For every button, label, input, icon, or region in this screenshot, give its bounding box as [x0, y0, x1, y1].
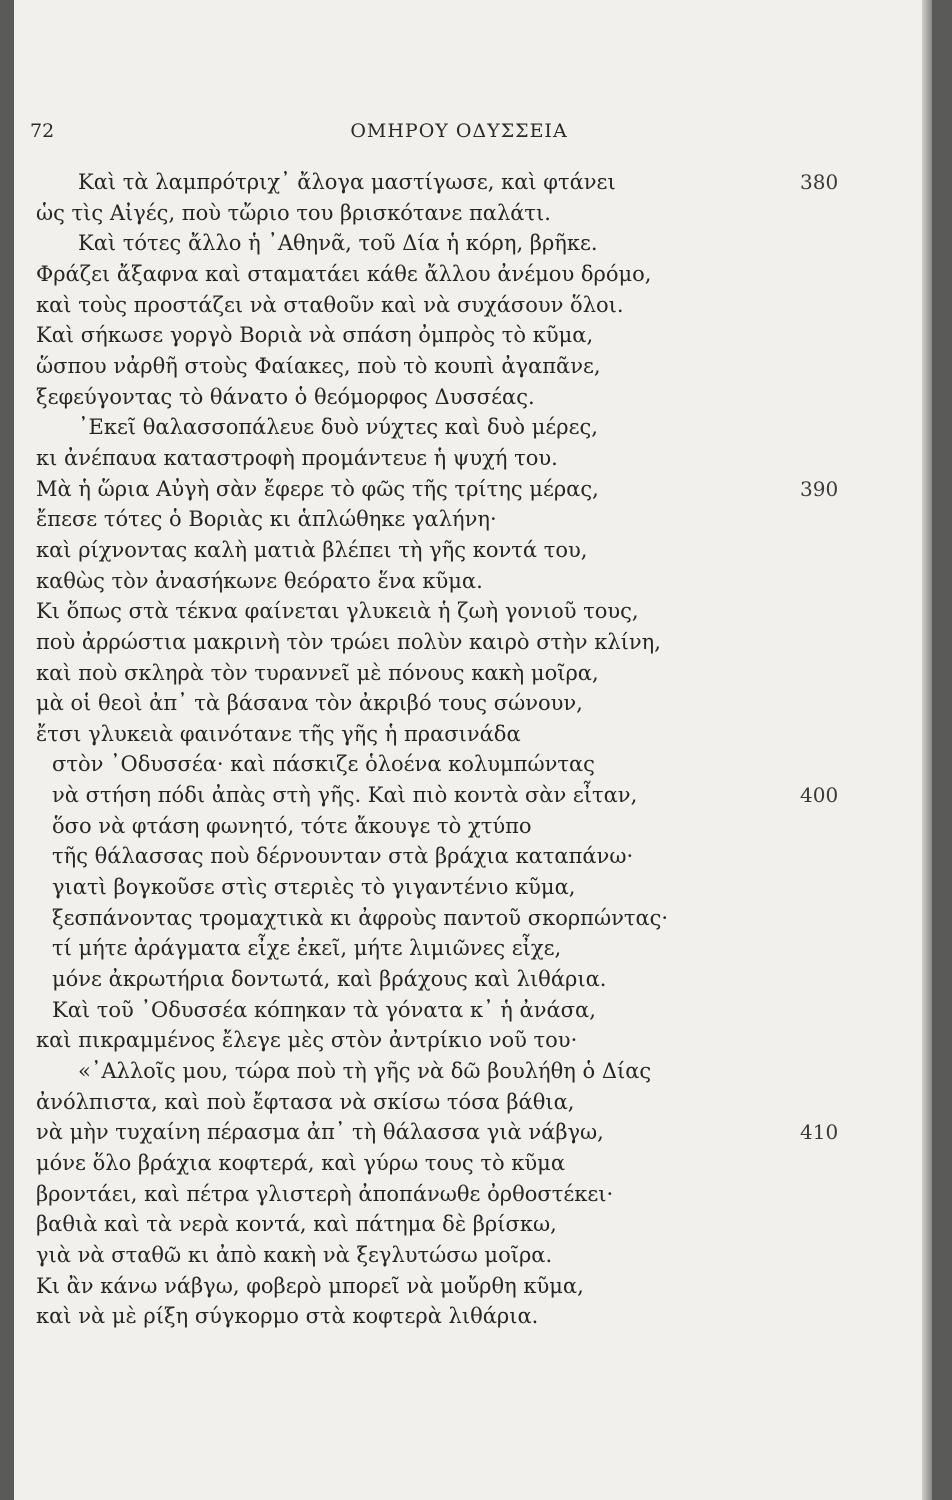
- verse-text: ποὺ ἀρρώστια μακρινὴ τὸν τρώει πολὺν καιρὸ στὴν κλίνη,: [36, 629, 661, 654]
- verse-line: [14, 290, 914, 321]
- line-number: 400: [800, 783, 839, 808]
- verse-text: κι ἀνέπαυα καταστροφὴ προμάντευε ἡ ψυχή του.: [36, 445, 558, 470]
- verse-text: Φράζει ἄξαφνα καὶ σταματάει κάθε ἄλλου ἀνέμου δρόμο,: [36, 261, 652, 286]
- running-header: ΟΜΗΡΟΥ ΟΔΥΣΣΕΙΑ: [350, 120, 568, 142]
- verse-line: [14, 1209, 914, 1240]
- verse-line: [14, 964, 914, 995]
- verse-text: Κι ἂν κάνω νάβγω, φοβερὸ μπορεῖ νὰ μοὔρθη κῦμα,: [36, 1273, 584, 1298]
- verse-line: [14, 1240, 914, 1271]
- verse-text: γιὰ νὰ σταθῶ κι ἀπὸ κακὴ νὰ ξεγλυτώσω μοῖρα.: [36, 1242, 553, 1267]
- verse-line: [14, 382, 914, 413]
- verse-line: [14, 903, 914, 934]
- verse-line: [14, 320, 914, 351]
- verse-text: ξεφεύγοντας τὸ θάνατο ὁ θεόμορφος Δυσσέας.: [36, 384, 535, 409]
- verse-line: [14, 933, 914, 964]
- verse-line: [14, 749, 914, 780]
- verse-text: Καὶ σήκωσε γοργὸ Βοριὰ νὰ σπάση ὀμπρὸς τὸ κῦμα,: [36, 323, 594, 348]
- verse-text: βαθιὰ καὶ τὰ νερὰ κοντά, καὶ πάτημα δὲ βρίσκω,: [36, 1212, 557, 1237]
- verse-text: ἔτσι γλυκειὰ φαινότανε τῆς γῆς ἡ πρασινάδα: [36, 721, 521, 746]
- verse-line: [14, 1056, 914, 1087]
- verse-line: [14, 412, 914, 443]
- verse-line: [14, 351, 914, 382]
- page-number: 72: [30, 120, 55, 142]
- verse-line: [14, 872, 914, 903]
- verse-line: [14, 566, 914, 597]
- verse-text: καὶ ποὺ σκληρὰ τὸν τυραννεῖ μὲ πόνους κακὴ μοῖρα,: [36, 660, 599, 685]
- verse-line: [14, 474, 914, 505]
- verse-text: Κι ὅπως στὰ τέκνα φαίνεται γλυκειὰ ἡ ζωὴ γονιοῦ τους,: [36, 599, 639, 624]
- verse-text: στὸν ᾽Οδυσσέα· καὶ πάσκιζε ὁλοένα κολυμπώντας: [52, 752, 595, 777]
- verse-line: [14, 504, 914, 535]
- verse-line: [14, 841, 914, 872]
- verse-line: [14, 1148, 914, 1179]
- verse-text: καὶ πικραμμένος ἔλεγε μὲς στὸν ἀντρίκιο νοῦ του·: [36, 1028, 578, 1053]
- verse-text: καὶ τοὺς προστάζει νὰ σταθοῦν καὶ νὰ συχάσουν ὅλοι.: [36, 292, 624, 317]
- verse-line: [14, 780, 914, 811]
- line-number: 380: [800, 170, 839, 194]
- verse-line: [14, 198, 914, 229]
- verse-line: [14, 1179, 914, 1210]
- verse-line: [14, 259, 914, 290]
- verse-line: [14, 1117, 914, 1148]
- verse-line: [14, 688, 914, 719]
- verse-text: Μὰ ἡ ὥρια Αὐγὴ σὰν ἔφερε τὸ φῶς τῆς τρίτης μέρας,: [36, 476, 599, 501]
- verse-text: καὶ νὰ μὲ ρίξη σύγκορμο στὰ κοφτερὰ λιθάρια.: [36, 1304, 539, 1329]
- verse-text: ὥσπου νἀρθῆ στοὺς Φαίακες, ποὺ τὸ κουπὶ ἀγαπᾶνε,: [36, 353, 601, 378]
- verse-line: [14, 535, 914, 566]
- verse-text: μόνε ὅλο βράχια κοφτερά, καὶ γύρω τους τὸ κῦμα: [36, 1151, 566, 1175]
- page-edge: [922, 0, 932, 1500]
- verse-line: [14, 719, 914, 750]
- verse-text: μὰ οἱ θεοὶ ἀπ᾽ τὰ βάσανα τὸν ἀκριβό τους σώνουν,: [36, 691, 583, 716]
- verse-text: νὰ στήση πόδι ἀπὰς στὴ γῆς. Καὶ πιὸ κοντὰ σὰν εἶταν,: [52, 783, 638, 808]
- verse-line: [14, 811, 914, 842]
- verse-text: βροντάει, καὶ πέτρα γλιστερὴ ἀποπάνωθε ὀρθοστέκει·: [36, 1181, 614, 1206]
- verse-text: ἀνόλπιστα, καὶ ποὺ ἔφτασα νὰ σκίσω τόσα βάθια,: [36, 1089, 575, 1114]
- verse-line: [14, 1301, 914, 1332]
- verse-text: μόνε ἀκρωτήρια δοντωτά, καὶ βράχους καὶ λιθάρια.: [52, 967, 607, 992]
- line-number: 410: [800, 1120, 839, 1145]
- verse-text: ἔπεσε τότες ὁ Βοριὰς κι ἁπλώθηκε γαλήνη·: [36, 507, 497, 532]
- verse-text: Καὶ τότες ἄλλο ἡ ᾽Αθηνᾶ, τοῦ Δία ἡ κόρη, βρῆκε.: [78, 231, 598, 256]
- verse-text: καθὼς τὸν ἀνασήκωνε θεόρατο ἕνα κῦμα.: [36, 568, 483, 593]
- verse-text: ξεσπάνοντας τρομαχτικὰ κι ἀφροὺς παντοῦ σκορπώντας·: [52, 905, 669, 930]
- verse-text: καὶ ρίχνοντας καλὴ ματιὰ βλέπει τὴ γῆς κοντά του,: [36, 537, 588, 562]
- verse-line: [14, 1025, 914, 1056]
- verse-line: [14, 228, 914, 259]
- verse-text: νὰ μὴν τυχαίνη πέρασμα ἀπ᾽ τὴ θάλασσα γιὰ νάβγω,: [36, 1120, 604, 1145]
- verse-line: [14, 995, 914, 1026]
- verse-block: [14, 167, 914, 1332]
- verse-text: Καὶ τοῦ ᾽Οδυσσέα κόπηκαν τὰ γόνατα κ᾽ ἡ ἀνάσα,: [52, 997, 596, 1022]
- verse-line: [14, 1271, 914, 1302]
- verse-text: τῆς θάλασσας ποὺ δέρνουνταν στὰ βράχια καταπάνω·: [52, 844, 634, 869]
- verse-line: [14, 658, 914, 689]
- verse-text: ᾽Εκεῖ θαλασσοπάλευε δυὸ νύχτες καὶ δυὸ μέρες,: [78, 415, 598, 440]
- verse-text: ὡς τὶς Αἰγές, ποὺ τὤριο του βρισκότανε παλάτι.: [36, 200, 551, 225]
- verse-line: [14, 627, 914, 658]
- verse-text: ὅσο νὰ φτάση φωνητό, τότε ἄκουγε τὸ χτύπο: [52, 813, 532, 838]
- verse-text: Καὶ τὰ λαμπρότριχ᾽ ἄλογα μαστίγωσε, καὶ φτάνει: [78, 170, 616, 194]
- line-number: 390: [800, 476, 839, 501]
- verse-line: [14, 596, 914, 627]
- book-page: [14, 0, 932, 1500]
- verse-text: γιατὶ βογκοῦσε στὶς στεριὲς τὸ γιγαντένιο κῦμα,: [52, 875, 576, 900]
- verse-text: τί μήτε ἀράγματα εἶχε ἐκεῖ, μήτε λιμιῶνες εἶχε,: [52, 936, 562, 961]
- verse-text: «᾽Αλλοῖς μου, τώρα ποὺ τὴ γῆς νὰ δῶ βουλήθη ὁ Δίας: [78, 1059, 652, 1084]
- verse-line: [14, 1087, 914, 1118]
- verse-line: [14, 443, 914, 474]
- verse-line: [14, 167, 914, 198]
